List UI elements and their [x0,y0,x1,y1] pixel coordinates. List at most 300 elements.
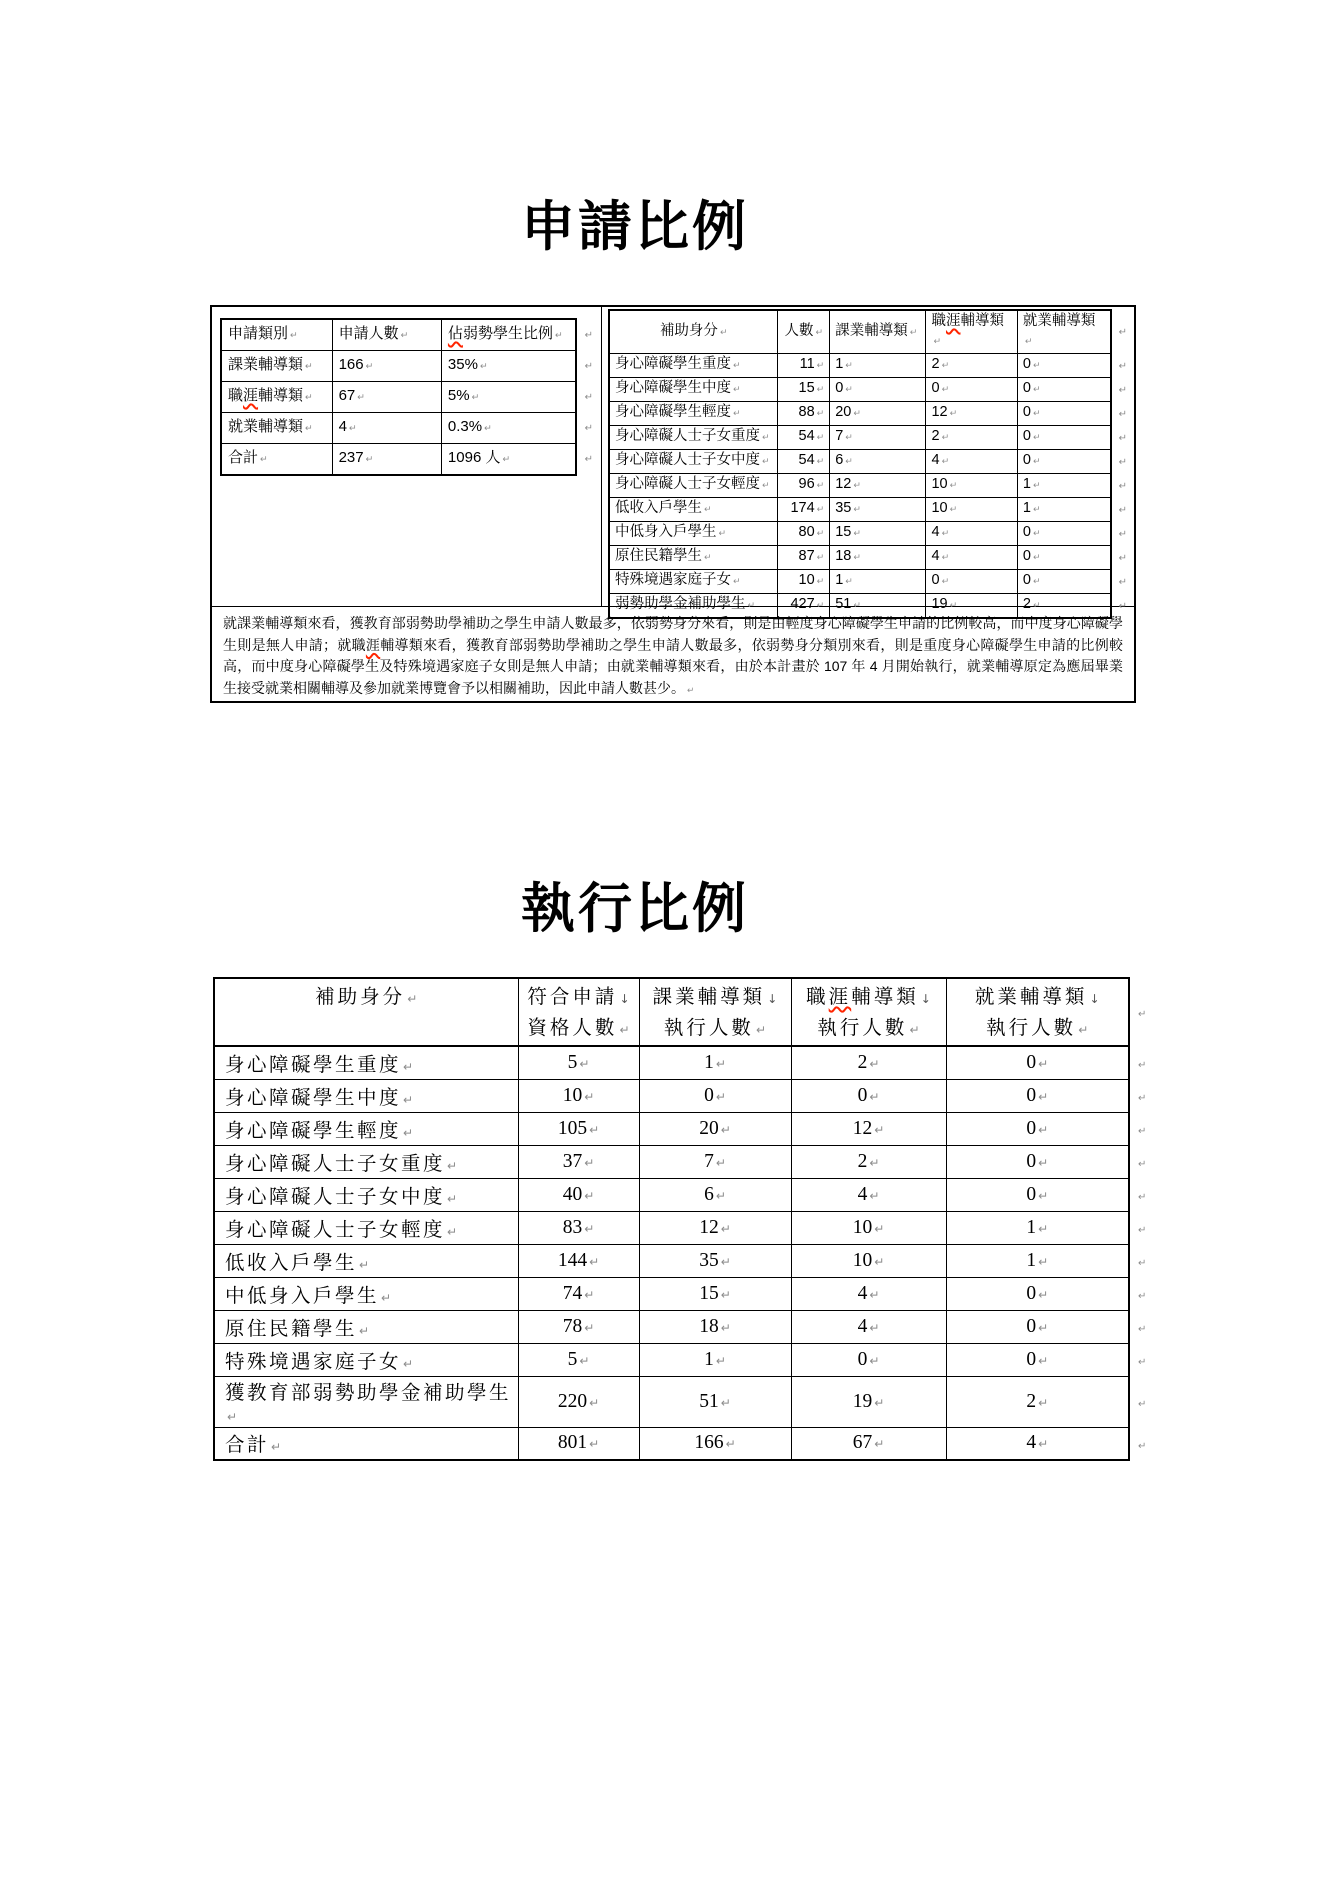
text-span: 輔導類來看，獲教育部弱勢助學補助之學生申請人數最多，依弱勢身分類別來看，則是重度身心障礙學生申請的比例較高，而中度身心障礙學生及特殊境遇家庭子女則是無人申請；由就業輔導類來看，由於本計畫於 107 年 4 月開始執行，就業輔導原定為應屆畢業生接受就業相關輔導及參加就業博覽會予以相關補助，因此申請人數甚少。 [223,636,1124,696]
text-span: 2 [857,1150,868,1172]
row-end-mark [1111,498,1133,522]
pilcrow-icon: ↵ [1024,337,1033,347]
text-span: 0 [1022,548,1031,564]
pilcrow-icon: ↵ [715,1056,726,1071]
table-cell [214,1112,518,1145]
table-cell [791,1211,946,1244]
pilcrow-icon: ↵ [584,1287,595,1302]
row-end-mark [1111,378,1133,402]
text-span: 0 [931,572,940,588]
text-span: 220 [557,1390,588,1412]
pilcrow-icon: ↵ [933,337,942,347]
pilcrow-icon: ↵ [584,1221,595,1236]
text-span: 174 [790,500,815,516]
pilcrow-icon: ↵ [584,1155,595,1170]
text-span: 身心障礙學生重度 [225,1054,402,1076]
pilcrow-icon: ↵ [1032,361,1041,371]
text-span: 0 [1022,380,1031,396]
table-row [214,1427,1153,1460]
table-row [221,444,600,476]
table-row [609,546,1133,570]
pilcrow-icon: ↵ [909,1023,920,1037]
table-cell [332,444,441,476]
header-cell [926,310,1017,354]
text-span: 合計 [228,449,259,466]
pilcrow-icon: ↵ [718,529,727,539]
pilcrow-icon: ↵ [400,330,409,341]
apply-section-container [210,305,1136,703]
text-span: 涯 [945,313,961,329]
text-span: 2 [931,356,940,372]
text-span: 申請類別 [228,325,289,342]
text-span: 申請人數 [338,325,399,342]
table-cell [1017,498,1110,522]
block [798,1014,940,1045]
text-span: 10 [931,476,948,492]
text-span: 資格人數 [527,1018,618,1039]
pilcrow-icon: ↵ [1118,480,1127,492]
text-span: 涯 [365,636,381,653]
text-span: 0.3% [447,418,483,435]
table-cell [518,1244,639,1277]
pilcrow-icon: ↵ [720,1287,731,1302]
pilcrow-icon: ↵ [853,553,861,563]
table-cell [791,1112,946,1145]
table-cell [946,1277,1129,1310]
text-span: 合計 [225,1435,270,1457]
text-span: 輔導類 [851,987,919,1008]
table-cell [609,402,778,426]
row-end-mark [1129,1244,1153,1277]
pilcrow-icon: ↵ [554,330,563,341]
pilcrow-icon: ↵ [1032,409,1041,419]
header-cell [518,978,639,1046]
table-cell [441,351,575,382]
table-cell [946,1244,1129,1277]
text-span: 補助身分 [315,987,406,1008]
pilcrow-icon: ↵ [584,1188,595,1203]
text-span: 弱勢助學金補助學生 [615,596,746,612]
pilcrow-icon: ↵ [874,1395,885,1410]
text-span: 0 [1022,404,1031,420]
row-end-mark [1129,1277,1153,1310]
table-cell [830,546,926,570]
text-span: 1 [1026,1216,1037,1238]
text-span: 88 [798,404,815,420]
table-cell [214,1310,518,1343]
pilcrow-icon: ↵ [869,1320,880,1335]
pilcrow-icon: ↵ [816,385,825,395]
block [953,1014,1123,1045]
pilcrow-icon: ↵ [845,457,853,467]
pilcrow-icon: ↵ [720,1221,731,1236]
table-cell [926,570,1017,594]
table-row [609,498,1133,522]
pilcrow-icon: ↵ [1032,553,1041,563]
table-cell [1017,426,1110,450]
table-cell [639,1427,791,1460]
row-end-mark [1129,1376,1153,1427]
pilcrow-icon: ↵ [816,529,825,539]
table-cell [830,402,926,426]
pilcrow-icon: ↵ [853,481,861,491]
table-cell [518,1376,639,1427]
table-cell [639,1376,791,1427]
table-cell [639,1046,791,1079]
pilcrow-icon: ↵ [720,1254,731,1269]
text-span: 1 [835,572,844,588]
row-end-mark [576,351,600,382]
table-cell [1017,402,1110,426]
text-span: 67 [852,1432,873,1454]
line-break-icon: ↓ [1089,992,1100,1006]
text-span: 1096 人 [447,449,501,466]
text-span: 輔導類 [960,313,1004,329]
pilcrow-icon: ↵ [762,433,770,443]
text-span: 4 [931,524,940,540]
table-cell [639,1211,791,1244]
text-span: 6 [835,452,844,468]
table-cell [214,1343,518,1376]
header-cell [221,319,332,351]
table-cell [1017,546,1110,570]
table-cell [609,474,778,498]
pilcrow-icon: ↵ [271,1440,282,1455]
text-span: 執行人數 [986,1018,1077,1039]
table-cell [441,444,575,476]
pilcrow-icon: ↵ [949,601,958,611]
pilcrow-icon: ↵ [1038,1056,1049,1071]
text-span: 12 [699,1216,719,1238]
text-span: 54 [798,428,815,444]
table-cell [609,354,778,378]
table-cell [926,354,1017,378]
pilcrow-icon: ↵ [1038,1437,1049,1452]
pilcrow-icon: ↵ [704,505,712,515]
table-cell [946,1211,1129,1244]
pilcrow-icon: ↵ [1032,601,1041,611]
text-span: 51 [699,1390,719,1412]
table-cell [778,498,830,522]
table-cell [946,1178,1129,1211]
text-span: 0 [1022,572,1031,588]
row-end-mark [1129,1211,1153,1244]
pilcrow-icon: ↵ [869,1089,880,1104]
pilcrow-icon: ↵ [447,1191,458,1206]
pilcrow-icon: ↵ [584,1089,595,1104]
text-span: 87 [798,548,815,564]
table-row [609,426,1133,450]
table-cell [639,1178,791,1211]
table-cell [778,546,830,570]
text-span: 4 [338,418,347,435]
pilcrow-icon: ↵ [260,454,268,465]
text-span: 身心障礙人士子女中度 [225,1186,446,1208]
row-end-mark [1129,1343,1153,1376]
pilcrow-icon: ↵ [1032,577,1041,587]
text-span: 輔導類 [258,387,304,404]
table-cell [778,522,830,546]
table-cell [778,354,830,378]
pilcrow-icon: ↵ [816,577,825,587]
text-span: 0 [1026,1084,1037,1106]
pilcrow-icon: ↵ [1038,1287,1049,1302]
header-cell [1017,310,1110,354]
table-cell [926,426,1017,450]
table-row [214,1277,1153,1310]
analysis-paragraph-area [212,607,1134,702]
pilcrow-icon: ↵ [589,1395,600,1410]
table-cell [926,498,1017,522]
pilcrow-icon: ↵ [447,1158,458,1173]
table-cell [518,1046,639,1079]
pilcrow-icon: ↵ [1038,1188,1049,1203]
text-span: 身心障礙人士子女輕度 [225,1219,446,1241]
pilcrow-icon: ↵ [715,1188,726,1203]
apply-table-cell-area [212,307,602,607]
pilcrow-icon: ↵ [305,392,313,403]
table-header-row [214,978,1153,1046]
pilcrow-icon: ↵ [1038,1254,1049,1269]
text-span: 0 [857,1084,868,1106]
table-cell [926,378,1017,402]
table-cell [518,1343,639,1376]
table-cell [639,1343,791,1376]
table-cell [221,351,332,382]
text-span: 獲教育部弱勢助學金補助學生 [225,1382,512,1404]
pilcrow-icon: ↵ [1118,326,1127,338]
pilcrow-icon: ↵ [589,1122,600,1137]
pilcrow-icon: ↵ [949,505,958,515]
text-span: 0 [1026,1282,1037,1304]
pilcrow-icon: ↵ [589,1437,600,1452]
table-cell [221,382,332,413]
pilcrow-icon: ↵ [715,1353,726,1368]
pilcrow-icon: ↵ [941,361,950,371]
pilcrow-icon: ↵ [816,457,825,467]
pilcrow-icon: ↵ [365,454,374,465]
pilcrow-icon: ↵ [869,1353,880,1368]
table-cell [214,1277,518,1310]
block [525,1014,633,1045]
pilcrow-icon: ↵ [484,423,492,434]
text-span: 4 [931,548,940,564]
table-cell [214,1211,518,1244]
row-end-mark [1111,450,1133,474]
row-end-mark [576,444,600,476]
table-cell [441,413,575,444]
row-end-mark [1111,402,1133,426]
table-row [214,1112,1153,1145]
execution-table [213,977,1154,1461]
pilcrow-icon: ↵ [869,1188,880,1203]
header-cell [830,310,926,354]
text-span: 10 [852,1216,873,1238]
table-cell [639,1112,791,1145]
text-span: 15 [798,380,815,396]
text-span: 身心障礙學生輕度 [615,404,731,420]
text-span: 35% [447,356,478,373]
pilcrow-icon: ↵ [1138,1290,1147,1302]
table-cell [830,354,926,378]
pilcrow-icon: ↵ [1032,481,1041,491]
table-cell [778,426,830,450]
table-cell [830,498,926,522]
text-span: 身心障礙學生中度 [225,1087,402,1109]
pilcrow-icon: ↵ [720,1320,731,1335]
header-cell [609,310,778,354]
pilcrow-icon: ↵ [502,454,511,465]
table-cell [518,1277,639,1310]
pilcrow-icon: ↵ [816,601,825,611]
text-span: 執行人數 [663,1018,754,1039]
pilcrow-icon: ↵ [1138,1009,1147,1020]
table-cell [1017,570,1110,594]
text-span: 身心障礙人士子女輕度 [615,476,760,492]
section-title-execution: 執行比例 [521,879,749,939]
table-cell [518,1310,639,1343]
text-span: 身心障礙學生輕度 [225,1120,402,1142]
pilcrow-icon: ↵ [479,361,488,372]
text-span: 19 [852,1390,873,1412]
text-span: 補助身分 [659,322,718,339]
pilcrow-icon: ↵ [403,1125,414,1140]
pilcrow-icon: ↵ [619,1023,630,1037]
text-span: 96 [798,476,815,492]
text-span: 1 [1026,1249,1037,1271]
pilcrow-icon: ↵ [845,385,853,395]
pilcrow-icon: ↵ [816,433,825,443]
text-span: 51 [835,596,852,612]
pilcrow-icon: ↵ [1138,1092,1147,1104]
subsidy-identity-table [608,309,1134,619]
table-row [609,570,1133,594]
text-span: 0 [1026,1183,1037,1205]
text-span: 0 [1022,452,1031,468]
table-row [609,378,1133,402]
text-span: 特殊境遇家庭子女 [225,1351,402,1373]
pilcrow-icon: ↵ [403,1059,414,1074]
text-span: 5 [567,1051,578,1073]
text-span: 144 [557,1249,588,1271]
row-end-mark [1129,1079,1153,1112]
text-span: 5 [567,1348,578,1370]
pilcrow-icon: ↵ [1038,1221,1049,1236]
table-cell [791,1145,946,1178]
table-cell [791,1427,946,1460]
text-span: 身心障礙學生重度 [615,356,731,372]
pilcrow-icon: ↵ [733,409,741,419]
table-cell [609,450,778,474]
text-span: 105 [557,1117,588,1139]
pilcrow-icon: ↵ [305,423,313,434]
pilcrow-icon: ↵ [733,577,741,587]
pilcrow-icon: ↵ [869,1155,880,1170]
pilcrow-icon: ↵ [909,327,918,338]
table-cell [830,426,926,450]
text-span: 符合申請 [527,987,618,1008]
header-cell [441,319,575,351]
pilcrow-icon: ↵ [816,361,825,371]
table-cell [778,378,830,402]
table-row [214,1079,1153,1112]
text-span: 就業輔導類 [228,418,304,435]
pilcrow-icon: ↵ [941,457,950,467]
table-cell [639,1244,791,1277]
text-span: 原住民籍學生 [615,548,702,564]
header-cell [778,310,830,354]
text-span: 20 [699,1117,719,1139]
row-end-mark [1111,354,1133,378]
pilcrow-icon: ↵ [941,433,950,443]
pilcrow-icon: ↵ [1138,1125,1147,1137]
text-span: 職 [228,387,244,404]
pilcrow-icon: ↵ [1118,408,1127,420]
pilcrow-icon: ↵ [365,361,374,372]
row-end-mark [1129,978,1153,1046]
pilcrow-icon: ↵ [845,577,853,587]
text-span: 中低身入戶學生 [225,1285,380,1307]
text-span: 10 [852,1249,873,1271]
text-span: 2 [857,1051,868,1073]
text-span: 40 [562,1183,583,1205]
pilcrow-icon: ↵ [853,409,861,419]
pilcrow-icon: ↵ [447,1224,458,1239]
text-span: 20 [835,404,852,420]
table-row [214,1145,1153,1178]
table-cell [214,1046,518,1079]
table-cell [609,546,778,570]
pilcrow-icon: ↵ [941,529,950,539]
pilcrow-icon: ↵ [227,1409,238,1424]
table-cell [946,1427,1129,1460]
text-span: 特殊境遇家庭子女 [615,572,731,588]
text-span: 18 [835,548,852,564]
pilcrow-icon: ↵ [719,327,728,338]
section-title-apply: 申請比例 [521,197,749,257]
pilcrow-icon: ↵ [1118,456,1127,468]
pilcrow-icon: ↵ [1138,1158,1147,1170]
pilcrow-icon: ↵ [381,1290,392,1305]
pilcrow-icon: ↵ [403,1356,414,1371]
table-cell [1017,522,1110,546]
text-span: 11 [799,356,815,372]
pilcrow-icon: ↵ [584,454,593,466]
table-cell [639,1079,791,1112]
table-cell [926,522,1017,546]
element [221,319,600,475]
execution-section [213,977,1154,1461]
text-span: 78 [562,1315,583,1337]
text-span: 涯 [828,987,852,1008]
table-cell [791,1376,946,1427]
table-cell [926,450,1017,474]
text-span: 低收入戶學生 [615,500,702,516]
table-cell [830,570,926,594]
text-span: 原住民籍學生 [225,1318,358,1340]
pilcrow-icon: ↵ [845,361,853,371]
row-end-mark [1129,1427,1153,1460]
text-span: 10 [931,500,948,516]
row-end-mark [1111,522,1133,546]
block [525,983,633,1014]
text-span: 身心障礙人士子女中度 [615,452,760,468]
text-span: 0 [704,1084,714,1106]
table-cell [791,1244,946,1277]
table-row [214,1211,1153,1244]
pilcrow-icon: ↵ [720,1122,731,1137]
header-cell [946,978,1129,1046]
